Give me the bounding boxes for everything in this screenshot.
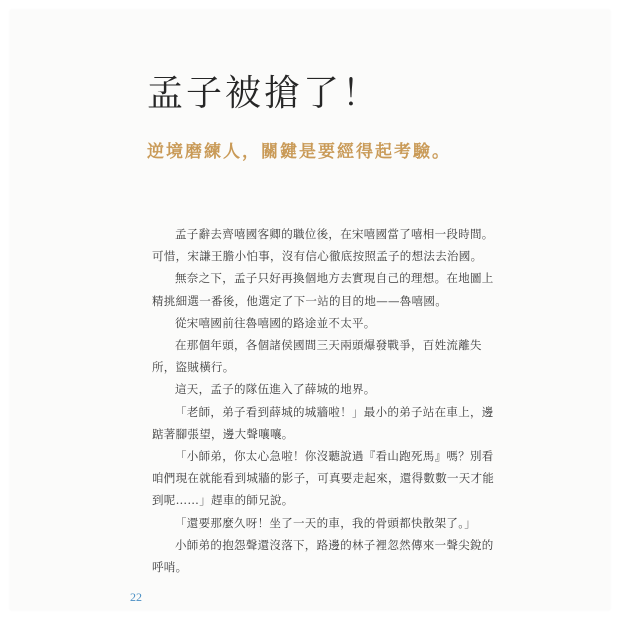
paragraph: 「還要那麼久呀！坐了一天的車，我的骨頭都快散架了。」 (175, 515, 477, 530)
paragraph: 孟子辭去齊嘻國客卿的職位後，在宋嘻國當了嘻相一段時間。可惜，宋謙王膽小怕事，沒有信心徹底按照孟子的想法去治國。 (152, 227, 494, 264)
paragraph: 小師弟的抱怨聲還沒落下，路邊的林子裡忽然傳來一聲尖銳的呼哨。 (152, 537, 494, 575)
paragraph: 這天，孟子的隊伍進入了薛城的地界。 (175, 382, 376, 397)
paragraph: 無奈之下，孟子只好再換個地方去實現自己的理想。在地圖上精挑細選一番後，他選定了下一站的目的地——魯嘻國。 (152, 271, 494, 308)
paragraph: 從宋嘻國前往魯嘻國的路途並不太平。 (175, 315, 376, 330)
book-page (10, 10, 610, 610)
paragraph: 「小師弟，你太心急啦！你沒聽說過『看山跑死馬』嗎？別看咱們現在就能看到城牆的影子，可真要走起來，還得數數一天才能到呢……」趕車的師兄說。 (152, 449, 495, 508)
paragraph: 在那個年頭，各個諸侯國間三天兩頭爆發戰爭，百姓流離失所，盜賊橫行。 (152, 338, 482, 375)
paragraph: 「老師，弟子看到薛城的城牆啦！」最小的弟子站在車上，邊踮著腳張望，邊大聲嚷嚷。 (152, 404, 494, 441)
body-text (152, 223, 500, 578)
page-number: 22 (130, 590, 142, 604)
chapter-subtitle: 逆境磨練人，關鍵是要經得起考驗。 (147, 142, 451, 162)
chapter-title: 孟子被搶了！ (147, 73, 382, 114)
